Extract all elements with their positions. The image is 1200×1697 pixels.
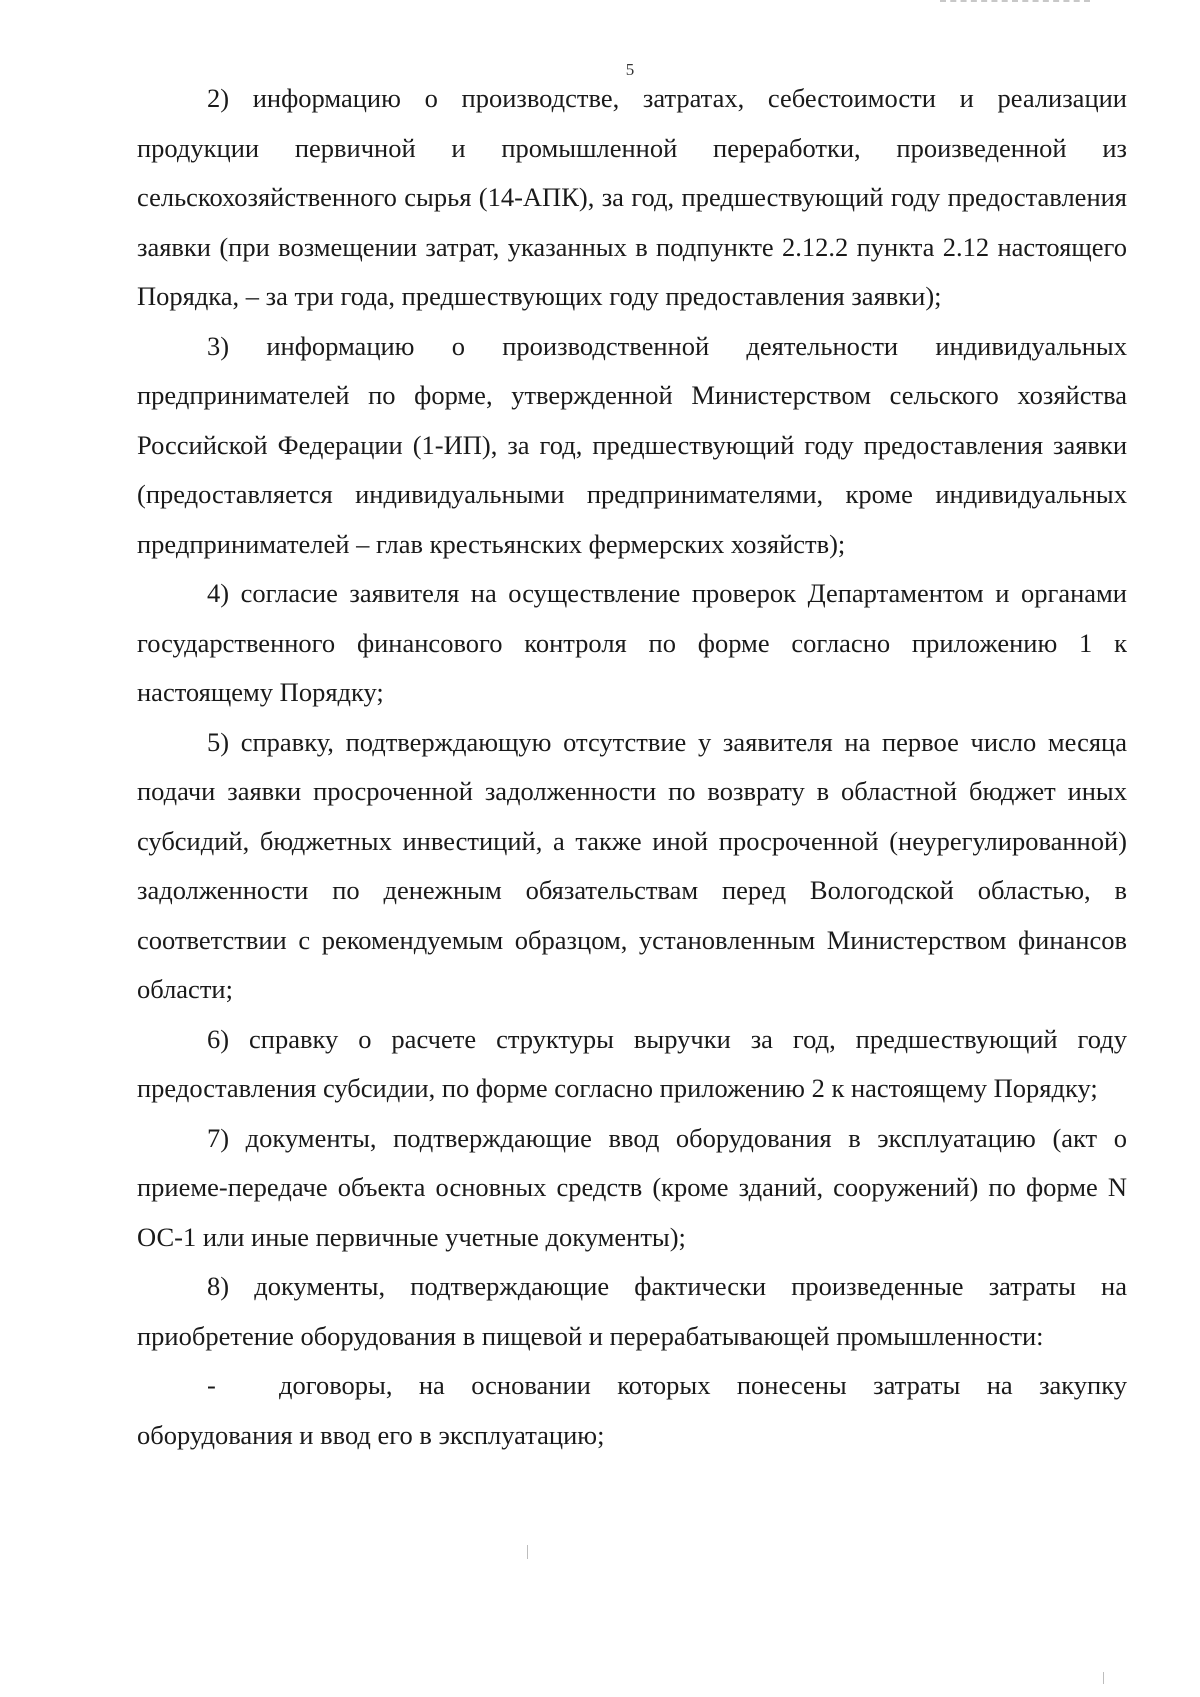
document-body bbox=[137, 74, 1127, 1460]
paragraph-item-2: 2) информацию о производстве, затратах, себестоимости и реализации продукции первичной и промышленной переработки, произведенной из сельскохозяйственного сырья (14-АПК), за год, предшествующий году предоставления заявки (при возмещении затрат, указанных в подпункте 2.12.2 пункта 2.12 настоящего Порядка, – за три года, предшествующих году предоставления заявки); bbox=[137, 83, 1127, 311]
page-number: 5 bbox=[625, 60, 635, 79]
paragraph-item-5: 5) справку, подтверждающую отсутствие у заявителя на первое число месяца подачи заявки просроченной задолженности по возврату в областной бюджет иных субсидий, бюджетных инвестиций, а также иной просроченной (неурегулированной) задолженности по денежным обязательствам перед Вологодской областью, в соответствии с рекомендуемым образцом, установленным Министерством финансов области; bbox=[137, 726, 1127, 1004]
bullet-item bbox=[137, 1361, 1127, 1460]
paragraph-item-4: 4) согласие заявителя на осуществление проверок Департаментом и органами государственного финансового контроля по форме согласно приложению 1 к настоящему Порядку; bbox=[137, 578, 1127, 707]
paragraph-item-7: 7) документы, подтверждающие ввод оборудования в эксплуатацию (акт о приеме-передаче объекта основных средств (кроме зданий, сооружений) по форме N ОС-1 или иные первичные учетные документы); bbox=[137, 1122, 1127, 1252]
bullet-text: договоры, на основании которых понесены затраты на закупку оборудования и ввод его в эксплуатацию; bbox=[137, 1370, 1127, 1450]
scan-speck bbox=[1103, 1672, 1104, 1684]
scan-artifact bbox=[940, 0, 1090, 5]
scan-speck bbox=[527, 1545, 528, 1559]
paragraph-item-3: 3) информацию о производственной деятельности индивидуальных предпринимателей по форме, утвержденной Министерством сельского хозяйства Российской Федерации (1-ИП), за год, предшествующий году предоставления заявки (предоставляется индивидуальными предпринимателями, кроме индивидуальных предпринимателей – глав крестьянских фермерских хозяйств); bbox=[137, 330, 1127, 559]
paragraph-item-8: 8) документы, подтверждающие фактически произведенные затраты на приобретение оборудования в пищевой и перерабатывающей промышленности: bbox=[137, 1271, 1127, 1351]
bullet-dash: - bbox=[207, 1370, 216, 1400]
paragraph-item-6: 6) справку о расчете структуры выручки за год, предшествующий году предоставления субсидии, по форме согласно приложению 2 к настоящему Порядку; bbox=[137, 1023, 1127, 1103]
